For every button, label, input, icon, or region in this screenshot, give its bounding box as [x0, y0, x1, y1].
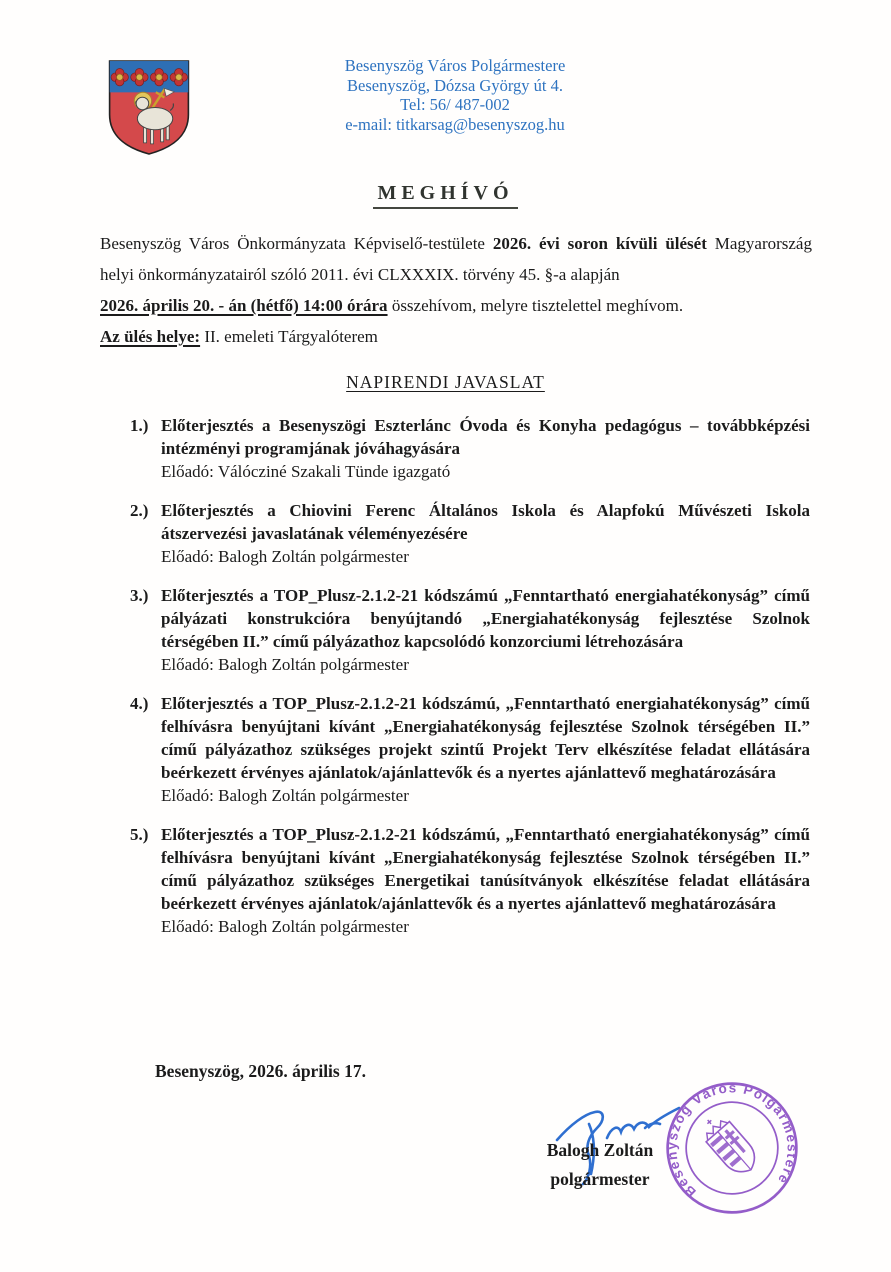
signer-name: Balogh Zoltán: [546, 1140, 654, 1160]
intro-paragraph: [100, 228, 812, 321]
agenda-heading: NAPIRENDI JAVASLAT: [346, 372, 545, 392]
agenda-item-number: 5.): [130, 825, 149, 844]
meeting-datetime: 2026. április 20. - án (hétfő) 14:00 órára: [100, 296, 388, 315]
agenda-list: [130, 414, 810, 954]
letterhead-org-name: Besenyszög Város Polgármestere: [344, 56, 566, 75]
agenda-item-4: [130, 692, 810, 807]
venue-line: [100, 321, 812, 352]
agenda-item-title: Előterjesztés a Besenyszögi Eszterlánc Óvoda és Konyha pedagógus – továbbképzési intézményi programjának jóváhagyására: [161, 416, 810, 458]
letterhead-contact-block: [290, 56, 620, 134]
signer-block: [532, 1136, 668, 1194]
intro-session-emphasis: 2026. évi soron kívüli ülését: [492, 234, 707, 253]
town-coat-of-arms-icon: [106, 58, 192, 157]
agenda-item-presenter: Előadó: Balogh Zoltán polgármester: [161, 547, 409, 566]
letterhead-address: Besenyszög, Dózsa György út 4.: [347, 75, 563, 95]
official-round-stamp: [663, 1079, 801, 1217]
agenda-item-presenter: Előadó: Válócziné Szakali Tünde igazgató: [161, 462, 451, 481]
signer-title: polgármester: [550, 1169, 650, 1189]
document-title: MEGHÍVÓ: [373, 182, 517, 209]
agenda-item-number: 2.): [130, 501, 149, 520]
agenda-item-presenter: Előadó: Balogh Zoltán polgármester: [161, 655, 409, 674]
letterhead-email: e-mail: titkarsag@besenyszog.hu: [345, 114, 565, 134]
intro-text: Besenyszög Város Önkormányzata Képviselő-testülete: [100, 234, 493, 253]
agenda-item-title: Előterjesztés a TOP_Plusz-2.1.2-21 kódszámú, „Fenntartható energiahatékonyság” című felhívásra benyújtani kívánt „Energiahatékonyság fejlesztése Szolnok térségében II.” című pályázathoz szükséges Energetikai tanúsítványok elkészítése feladat ellátására beérkezett érvényes ajánlatok/ajánlattevők és a nyertes ajánlattevő meghatározására: [161, 825, 810, 913]
document-dateline: Besenyszög, 2026. április 17.: [155, 1061, 366, 1081]
agenda-item-5: [130, 823, 810, 938]
agenda-item-1: [130, 414, 810, 483]
intro-text-law: Magyarország helyi önkormányzatairól szóló 2011. évi CLXXXIX. törvény 45. §-a alapján: [100, 234, 812, 284]
agenda-item-2: [130, 499, 810, 568]
agenda-item-title: Előterjesztés a TOP_Plusz-2.1.2-21 kódszámú, „Fenntartható energiahatékonyság” című felhívásra benyújtani kívánt „Energiahatékonyság fejlesztése Szolnok térségében II.” című pályázathoz szükséges projekt szintű Projekt Terv elkészítése feladat ellátására beérkezett érvényes ajánlatok/ajánlattevők és a nyertes ajánlattevő meghatározására: [161, 694, 810, 782]
agenda-item-number: 1.): [130, 416, 149, 435]
venue-value: II. emeleti Tárgyalóterem: [200, 327, 378, 346]
stamp-arms-icon: [696, 1110, 763, 1180]
agenda-item-presenter: Előadó: Balogh Zoltán polgármester: [161, 786, 409, 805]
document-title-row: [0, 182, 891, 209]
agenda-item-presenter: Előadó: Balogh Zoltán polgármester: [161, 917, 409, 936]
intro-closing-text: összehívom, melyre tisztelettel meghívom.: [387, 296, 684, 315]
venue-label: Az ülés helye:: [100, 327, 201, 346]
letterhead-phone: Tel: 56/ 487-002: [400, 95, 510, 114]
agenda-item-title: Előterjesztés a Chiovini Ferenc Általános Iskola és Alapfokú Művészeti Iskola átszervezési javaslatának véleményezésére: [161, 501, 810, 543]
intro-paragraphs: [100, 228, 812, 352]
stamp-circular-text: Besenyszög Város Polgármestere: [664, 1080, 800, 1200]
agenda-item-3: [130, 584, 810, 676]
agenda-item-number: 4.): [130, 694, 149, 713]
agenda-item-title: Előterjesztés a TOP_Plusz-2.1.2-21 kódszámú „Fenntartható energiahatékonyság” című pályázati konstrukcióra benyújtandó „Energiahatékonyság fejlesztése Szolnok térségében II.” című pályázathoz kapcsolódó konzorciumi létrehozására: [161, 586, 810, 651]
agenda-heading-row: [0, 372, 891, 393]
agenda-item-number: 3.): [130, 586, 149, 605]
